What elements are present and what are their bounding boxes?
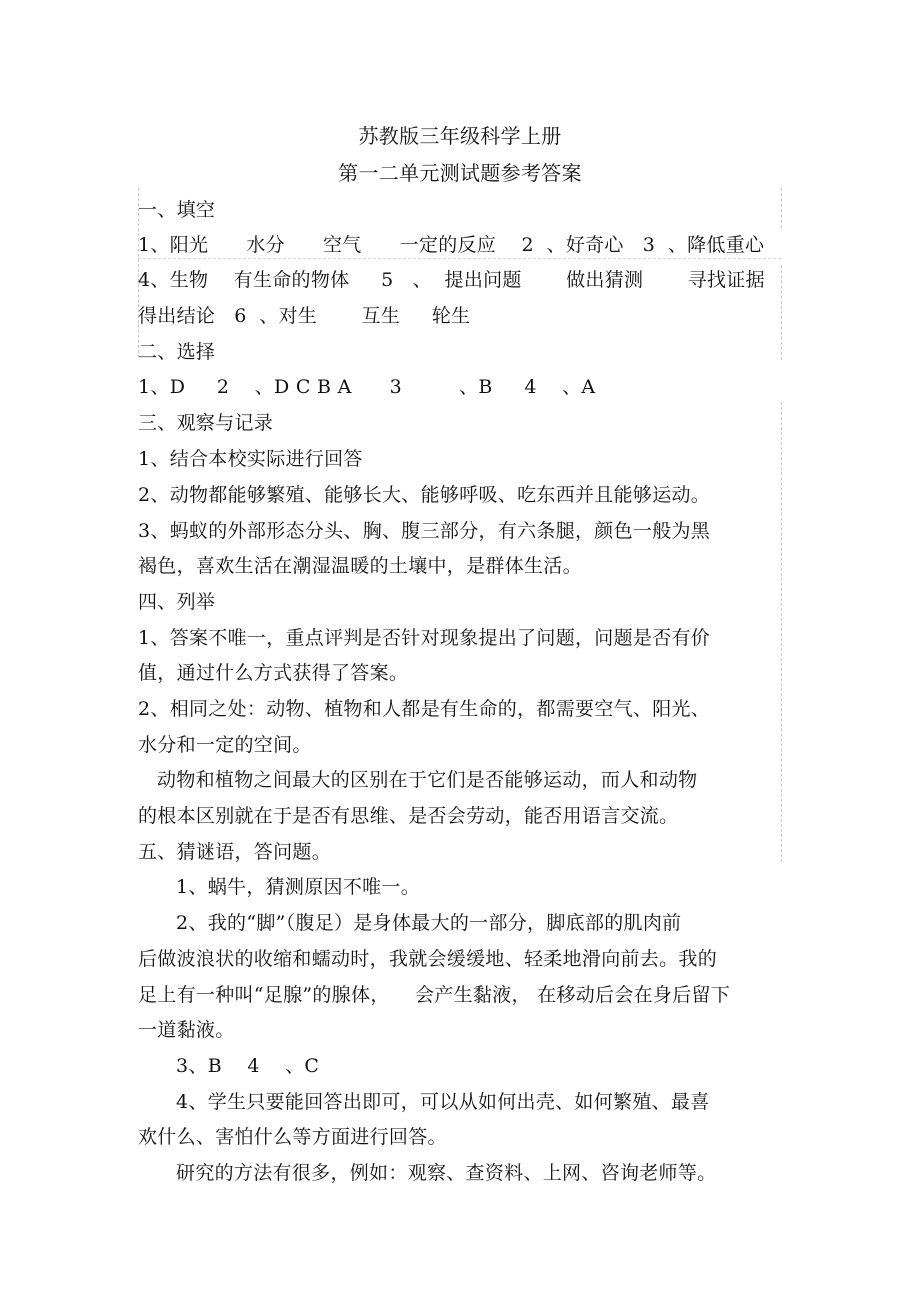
answer-line: 的根本区别就在于是否有思维、是否会劳动，能否用语言交流。 — [138, 805, 679, 827]
dashed-guide — [781, 265, 782, 360]
answer-line: 1、阳光 水分 空气 一定的反应 2 、好奇心 3 、降低重心 — [138, 234, 765, 256]
answer-line: 2、我的“脚”（腹足）是身体最大的一部分，脚底部的肌肉前 — [138, 912, 682, 934]
section-heading-3: 三、观察与记录 — [138, 412, 274, 434]
answer-line: 3、蚂蚁的外部形态分头、胸、腹三部分，有六条腿，颜色一般为黑 — [138, 520, 711, 542]
document-title: 苏教版三年级科学上册 — [358, 124, 562, 148]
answer-line: 欢什么、害怕什么等方面进行回答。 — [138, 1126, 447, 1148]
dashed-guide — [781, 402, 782, 862]
answer-line: 足上有一种叫“足腺”的腺体， 会产生黏液， 在移动后会在身后留下 — [138, 984, 731, 1006]
section-heading-1: 一、填空 — [138, 199, 216, 221]
answer-line: 4、生物 有生命的物体 5 、 提出问题 做出猜测 寻找证据 — [138, 269, 765, 291]
answer-line: 1、蜗牛，猜测原因不唯一。 — [138, 876, 421, 898]
answer-line: 2、相同之处：动物、植物和人都是有生命的，都需要空气、阳光、 — [138, 698, 711, 720]
section-heading-2: 二、选择 — [138, 341, 216, 363]
answer-line: 褐色，喜欢生活在潮湿温暖的土壤中，是群体生活。 — [138, 555, 582, 577]
dashed-guide — [138, 258, 781, 259]
answer-line: 值，通过什么方式获得了答案。 — [138, 662, 409, 684]
answer-line: 1、答案不唯一，重点评判是否针对现象提出了问题，问题是否有价 — [138, 627, 711, 649]
answer-line: 后做波浪状的收缩和蠕动时，我就会缓缓地、轻柔地滑向前去。我的 — [138, 948, 718, 970]
answer-line: 2、动物都能够繁殖、能够长大、能够呼吸、吃东西并且能够运动。 — [138, 484, 711, 506]
answer-line: 得出结论 6 、对生 互生 轮生 — [138, 305, 471, 327]
answer-line: 1、结合本校实际进行回答 — [138, 448, 363, 470]
answer-line: 3、B 4 、C — [138, 1055, 320, 1077]
answer-line: 动物和植物之间最大的区别在于它们是否能够运动，而人和动物 — [138, 769, 698, 791]
section-heading-5: 五、猜谜语，答问题。 — [138, 841, 332, 863]
answer-line: 4、学生只要能回答出即可，可以从如何出壳、如何繁殖、最喜 — [138, 1091, 710, 1113]
answer-line: 1、D 2 、D C B A 3 、B 4 、A — [138, 376, 596, 398]
document-subtitle: 第一二单元测试题参考答案 — [338, 161, 582, 185]
dashed-guide — [781, 188, 782, 228]
answer-line: 研究的方法有很多，例如：观察、查资料、上网、咨询老师等。 — [138, 1162, 717, 1184]
answer-line: 水分和一定的空间。 — [138, 734, 312, 756]
section-heading-4: 四、列举 — [138, 591, 216, 613]
answer-line: 一道黏液。 — [138, 1019, 235, 1041]
